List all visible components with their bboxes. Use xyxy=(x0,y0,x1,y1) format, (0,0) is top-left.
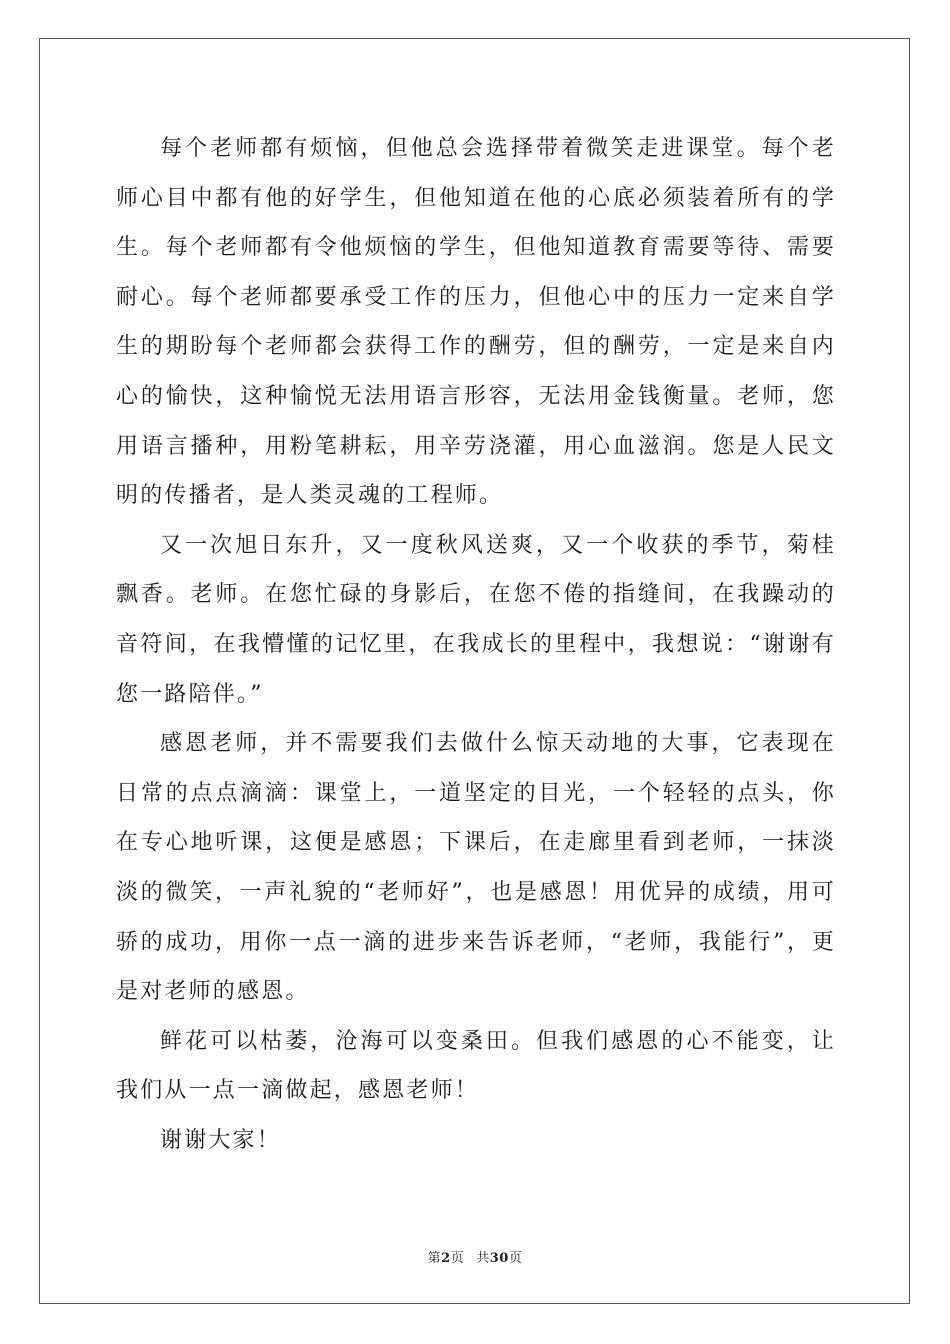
page-suffix: 页 xyxy=(450,1251,465,1266)
page-footer xyxy=(0,1247,950,1266)
page-prefix: 第 xyxy=(427,1251,442,1266)
page-number xyxy=(428,1251,465,1266)
current-page: 2 xyxy=(441,1251,451,1266)
total-suffix: 页 xyxy=(508,1251,523,1266)
paragraph-4: 鲜花可以枯萎，沧海可以变桑田。但我们感恩的心不能变，让我们从一点一滴做起，感恩老师！ xyxy=(116,1028,836,1104)
document-body xyxy=(116,124,836,1165)
paragraph-1: 每个老师都有烦恼，但他总会选择带着微笑走进课堂。每个老师心目中都有他的好学生，但他知道在他的心底必须装着所有的学生。每个老师都有令他烦恼的学生，但他知道教育需要等待、需要耐心。每个老师都要承受工作的压力，但他心中的压力一定来自学生的期盼每个老师都会获得工作的酬劳，但的酬劳，一定是来自内心的愉快，这种愉悦无法用语言形容，无法用金钱衡量。老师，您用语言播种，用粉笔耕耘，用辛劳浇灌，用心血滋润。您是人民文明的传播者，是人类灵魂的工程师。 xyxy=(116,136,836,509)
paragraph-2: 又一次旭日东升，又一度秋风送爽，又一个收获的季节，菊桂飘香。老师。在您忙碌的身影后，在您不倦的指缝间，在我躁动的音符间，在我懵懂的记忆里，在我成长的里程中，我想说：“谢谢有您一路陪伴。” xyxy=(116,532,836,707)
total-pages xyxy=(476,1251,522,1266)
total-count: 30 xyxy=(489,1251,509,1266)
paragraph-3: 感恩老师，并不需要我们去做什么惊天动地的大事，它表现在日常的点点滴滴：课堂上，一道坚定的目光，一个轻轻的点头，你在专心地听课，这便是感恩；下课后，在走廊里看到老师，一抹淡淡的微笑，一声礼貌的“老师好”，也是感恩！用优异的成绩，用可骄的成功，用你一点一滴的进步来告诉老师，“老师，我能行”，更是对老师的感恩。 xyxy=(116,731,836,1005)
total-prefix: 共 xyxy=(476,1251,490,1266)
paragraph-5: 谢谢大家！ xyxy=(160,1127,282,1153)
